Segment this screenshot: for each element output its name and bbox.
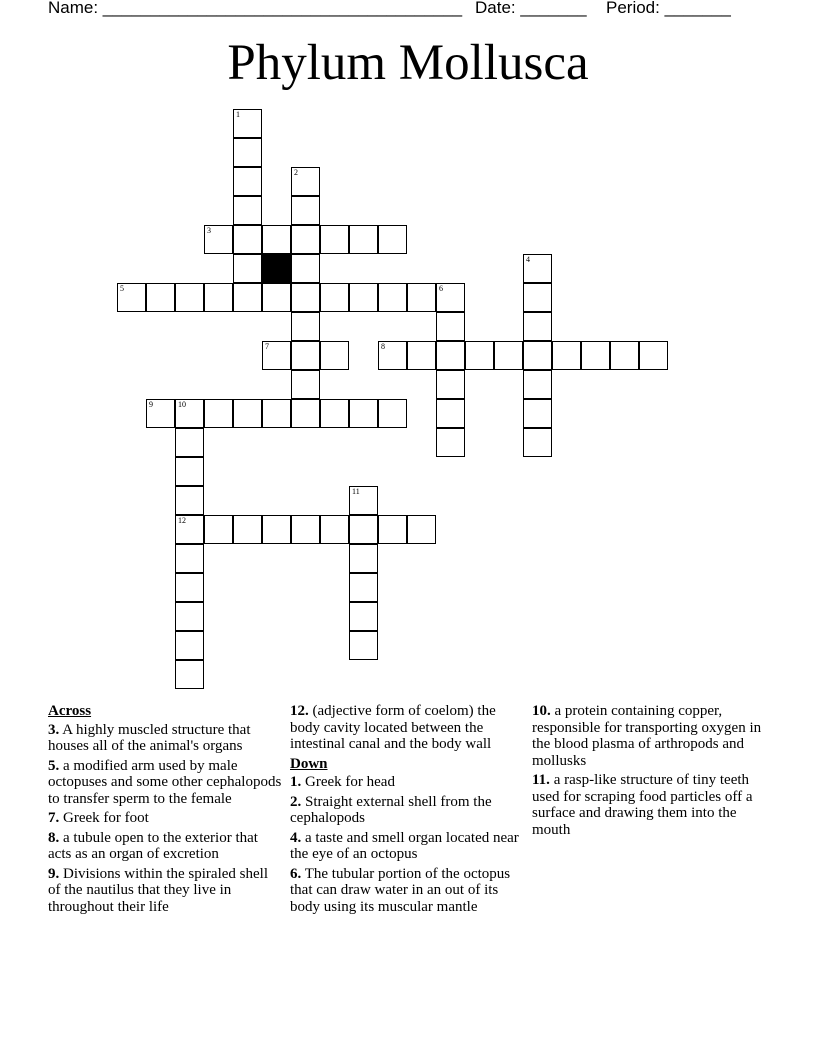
crossword-cell[interactable]: [175, 602, 204, 631]
crossword-cell[interactable]: [436, 399, 465, 428]
clue-number: 4.: [290, 829, 302, 846]
crossword-cell[interactable]: [291, 196, 320, 225]
crossword-cell[interactable]: [552, 341, 581, 370]
clue-column-2: [290, 703, 525, 918]
crossword-cell[interactable]: [465, 341, 494, 370]
clue-number: 8.: [48, 829, 60, 846]
clue-number-label: 11: [352, 487, 360, 496]
clue-down-1: [290, 774, 525, 791]
crossword-cell[interactable]: [436, 283, 465, 312]
clue-text: Greek for foot: [63, 810, 149, 826]
crossword-cell[interactable]: [581, 341, 610, 370]
crossword-cell[interactable]: [349, 225, 378, 254]
clue-number-label: 12: [178, 516, 186, 525]
crossword-cell[interactable]: [175, 660, 204, 689]
crossword-cell[interactable]: [378, 399, 407, 428]
crossword-cell[interactable]: [233, 254, 262, 283]
clue-across-12: [290, 703, 525, 753]
clue-down-11: [532, 772, 767, 838]
clue-column-3: [532, 703, 767, 841]
crossword-cell[interactable]: [262, 283, 291, 312]
clue-across-8: [48, 830, 283, 863]
clue-number: 10.: [532, 703, 551, 719]
clue-text: Straight external shell from the cephalopods: [290, 793, 492, 826]
crossword-cell[interactable]: [291, 254, 320, 283]
crossword-cell[interactable]: [610, 341, 639, 370]
clue-down-10: [532, 703, 767, 769]
crossword-cell[interactable]: [233, 515, 262, 544]
crossword-cell[interactable]: [146, 399, 175, 428]
clue-text: (adjective form of coelom) the body cavity located between the intestinal canal and the body wall: [290, 703, 496, 752]
crossword-cell[interactable]: [204, 515, 233, 544]
crossword-cell[interactable]: [262, 399, 291, 428]
crossword-cell[interactable]: [291, 370, 320, 399]
crossword-cell[interactable]: [378, 515, 407, 544]
crossword-cell[interactable]: [407, 283, 436, 312]
clue-across-5: [48, 758, 283, 808]
crossword-cell[interactable]: [291, 341, 320, 370]
clue-number: 12.: [290, 703, 309, 719]
clue-down-2: [290, 794, 525, 827]
crossword-cell[interactable]: [320, 399, 349, 428]
crossword-cell[interactable]: [320, 225, 349, 254]
crossword-cell[interactable]: [262, 515, 291, 544]
clue-number-label: 10: [178, 400, 186, 409]
crossword-cell[interactable]: [117, 283, 146, 312]
clue-across-3: [48, 722, 283, 755]
clue-text: a modified arm used by male octopuses and some other cephalopods to transfer sperm to the female: [48, 757, 282, 807]
crossword-cell[interactable]: [523, 283, 552, 312]
crossword-cell[interactable]: [146, 283, 175, 312]
crossword-cell[interactable]: [175, 399, 204, 428]
crossword-cell[interactable]: [175, 573, 204, 602]
crossword-cell[interactable]: [204, 225, 233, 254]
crossword-cell[interactable]: [320, 341, 349, 370]
crossword-cell[interactable]: [523, 254, 552, 283]
clue-number: 1.: [290, 774, 302, 790]
crossword-cell[interactable]: [204, 399, 233, 428]
crossword-cell[interactable]: [291, 399, 320, 428]
crossword-block: [262, 254, 291, 283]
crossword-cell[interactable]: [436, 428, 465, 457]
crossword-cell[interactable]: [233, 399, 262, 428]
crossword-cell[interactable]: [349, 515, 378, 544]
crossword-cell[interactable]: [523, 312, 552, 341]
name-field[interactable]: Name: ______________________________________: [48, 0, 463, 17]
crossword-cell[interactable]: [523, 341, 552, 370]
clue-text: Greek for head: [305, 774, 395, 790]
clue-number-label: 8: [381, 342, 385, 351]
clue-number-label: 5: [120, 284, 124, 293]
clue-text: Divisions within the spiraled shell of the nautilus that they live in throughout their life: [48, 865, 268, 915]
crossword-cell[interactable]: [233, 138, 262, 167]
clue-number-label: 7: [265, 342, 269, 351]
crossword-cell[interactable]: [407, 341, 436, 370]
crossword-cell[interactable]: [262, 341, 291, 370]
crossword-cell[interactable]: [494, 341, 523, 370]
crossword-cell[interactable]: [349, 573, 378, 602]
crossword-cell[interactable]: [262, 225, 291, 254]
crossword-cell[interactable]: [523, 428, 552, 457]
crossword-cell[interactable]: [175, 515, 204, 544]
crossword-cell[interactable]: [523, 370, 552, 399]
crossword-cell[interactable]: [233, 196, 262, 225]
crossword-cell[interactable]: [233, 225, 262, 254]
clue-across-7: [48, 810, 283, 827]
crossword-cell[interactable]: [291, 515, 320, 544]
crossword-cell[interactable]: [175, 544, 204, 573]
crossword-cell[interactable]: [436, 341, 465, 370]
crossword-cell[interactable]: [320, 283, 349, 312]
crossword-cell[interactable]: [175, 428, 204, 457]
clue-column-1: [48, 703, 283, 918]
period-field[interactable]: Period: _______: [606, 0, 731, 17]
crossword-cell[interactable]: [349, 283, 378, 312]
crossword-cell[interactable]: [349, 544, 378, 573]
clue-number: 9.: [48, 865, 60, 882]
crossword-cell[interactable]: [291, 225, 320, 254]
crossword-cell[interactable]: [175, 486, 204, 515]
crossword-cell[interactable]: [175, 457, 204, 486]
clue-number-label: 3: [207, 226, 211, 235]
clue-text: A highly muscled structure that houses all of the animal's organs: [48, 721, 251, 754]
crossword-cell[interactable]: [378, 225, 407, 254]
clue-text: a tubule open to the exterior that acts as an organ of excretion: [48, 829, 258, 862]
clue-text: a rasp-like structure of tiny teeth used for scraping food particles off a surface and drawing them into the mouth: [532, 772, 753, 838]
clue-number: 7.: [48, 810, 60, 826]
clue-number: 2.: [290, 793, 302, 810]
clue-number-label: 9: [149, 400, 153, 409]
crossword-cell[interactable]: [436, 370, 465, 399]
crossword-cell[interactable]: [233, 109, 262, 138]
crossword-cell[interactable]: [291, 312, 320, 341]
crossword-cell[interactable]: [320, 515, 349, 544]
crossword-cell[interactable]: [349, 631, 378, 660]
crossword-cell[interactable]: [523, 399, 552, 428]
page-title: Phylum Mollusca: [227, 35, 589, 91]
clue-number: 3.: [48, 721, 60, 738]
clue-across-9: [48, 866, 283, 916]
date-field[interactable]: Date: _______: [475, 0, 587, 17]
clue-text: The tubular portion of the octopus that can draw water in an out of its body using its muscular mantle: [290, 865, 511, 915]
clue-number-label: 6: [439, 284, 443, 293]
crossword-cell[interactable]: [291, 283, 320, 312]
clue-number-label: 4: [526, 255, 530, 264]
crossword-cell[interactable]: [349, 602, 378, 631]
crossword-cell[interactable]: [349, 486, 378, 515]
clue-down-4: [290, 830, 525, 863]
crossword-cell[interactable]: [349, 399, 378, 428]
crossword-cell[interactable]: [233, 283, 262, 312]
crossword-cell[interactable]: [233, 167, 262, 196]
clue-down-6: [290, 866, 525, 916]
crossword-cell[interactable]: [175, 631, 204, 660]
down-heading: Down: [290, 755, 328, 772]
clue-number-label: 1: [236, 110, 240, 119]
clue-number: 6.: [290, 865, 302, 882]
clue-number-label: 2: [294, 168, 298, 177]
crossword-cell[interactable]: [204, 283, 233, 312]
crossword-cell[interactable]: [175, 283, 204, 312]
crossword-cell[interactable]: [407, 515, 436, 544]
clue-number: 11.: [532, 772, 550, 788]
clue-text: a taste and smell organ located near the eye of an octopus: [290, 829, 519, 862]
crossword-cell[interactable]: [378, 283, 407, 312]
crossword-cell[interactable]: [639, 341, 668, 370]
clue-number: 5.: [48, 757, 60, 774]
crossword-cell[interactable]: [378, 341, 407, 370]
crossword-cell[interactable]: [291, 167, 320, 196]
crossword-cell[interactable]: [436, 312, 465, 341]
across-heading: Across: [48, 703, 92, 719]
clue-text: a protein containing copper, responsible for transporting oxygen in the blood plasma of arthropods and mollusks: [532, 703, 762, 769]
